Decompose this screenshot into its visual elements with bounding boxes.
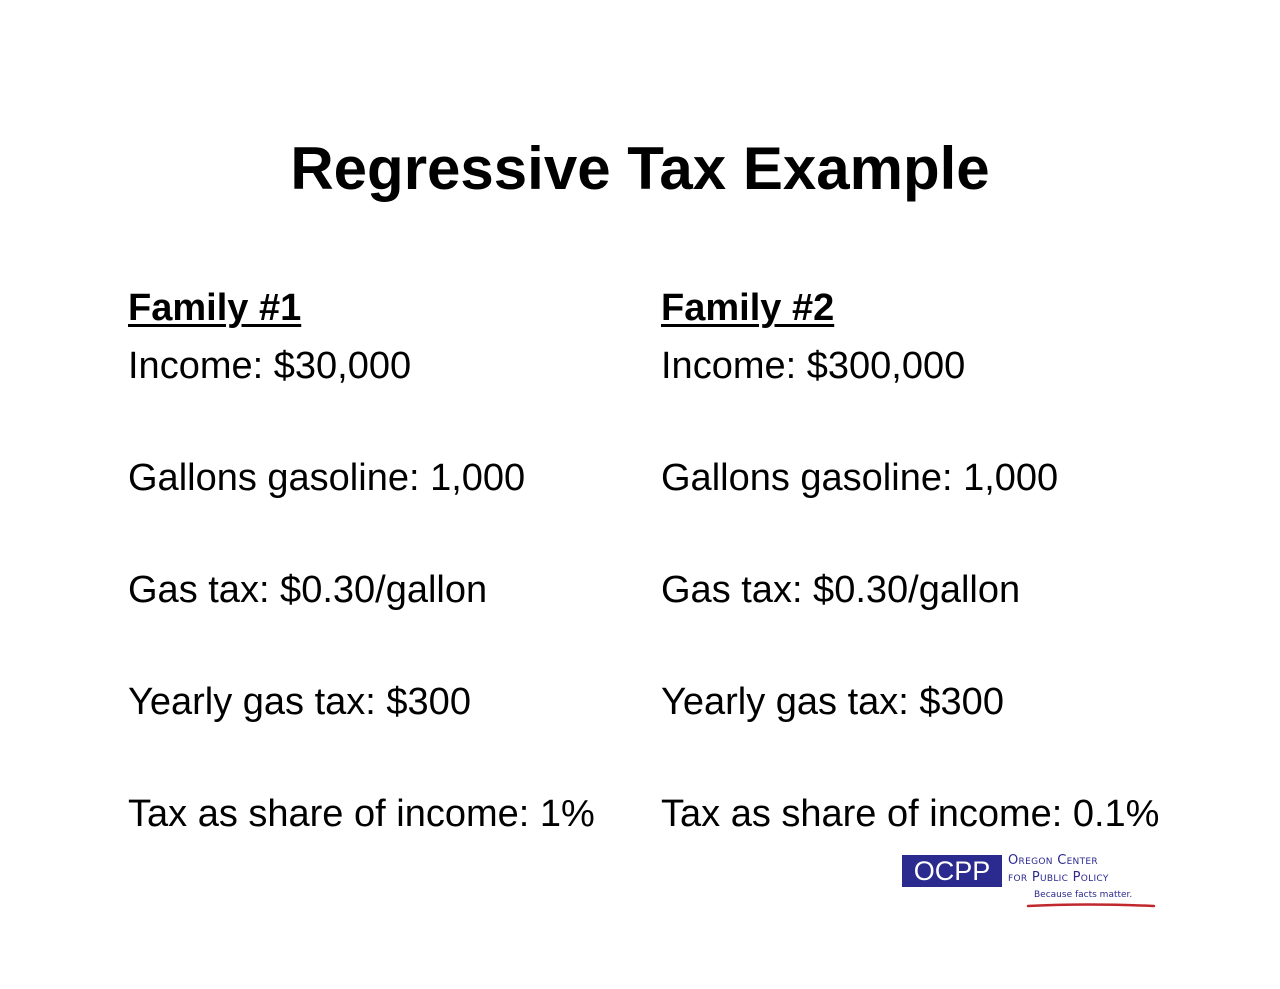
slide-title: Regressive Tax Example bbox=[290, 135, 990, 202]
family-1-gallons: Gallons gasoline: 1,000 bbox=[128, 457, 526, 499]
logo-abbreviation: OCPP bbox=[902, 855, 1002, 887]
family-2-income: Income: $300,000 bbox=[661, 345, 966, 387]
logo-name-line1: Oregon Center bbox=[1008, 853, 1098, 868]
logo-name-line2: for Public Policy bbox=[1008, 870, 1109, 885]
family-2-yearly-tax: Yearly gas tax: $300 bbox=[661, 681, 1004, 723]
family-1-tax-share: Tax as share of income: 1% bbox=[128, 793, 595, 835]
family-2-tax-share: Tax as share of income: 0.1% bbox=[661, 793, 1160, 835]
logo-tagline: Because facts matter. bbox=[1034, 890, 1133, 900]
family-1-gas-tax: Gas tax: $0.30/gallon bbox=[128, 569, 488, 611]
family-2-column bbox=[661, 282, 1160, 835]
family-2-gas-tax: Gas tax: $0.30/gallon bbox=[661, 569, 1021, 611]
family-1-column bbox=[128, 282, 595, 835]
family-1-heading: Family #1 bbox=[128, 287, 302, 329]
family-1-yearly-tax: Yearly gas tax: $300 bbox=[128, 681, 471, 723]
family-2-heading: Family #2 bbox=[661, 287, 835, 329]
logo-swoosh-icon bbox=[1026, 901, 1156, 909]
family-2-gallons: Gallons gasoline: 1,000 bbox=[661, 457, 1059, 499]
family-1-income: Income: $30,000 bbox=[128, 345, 412, 387]
ocpp-logo bbox=[902, 853, 1154, 909]
